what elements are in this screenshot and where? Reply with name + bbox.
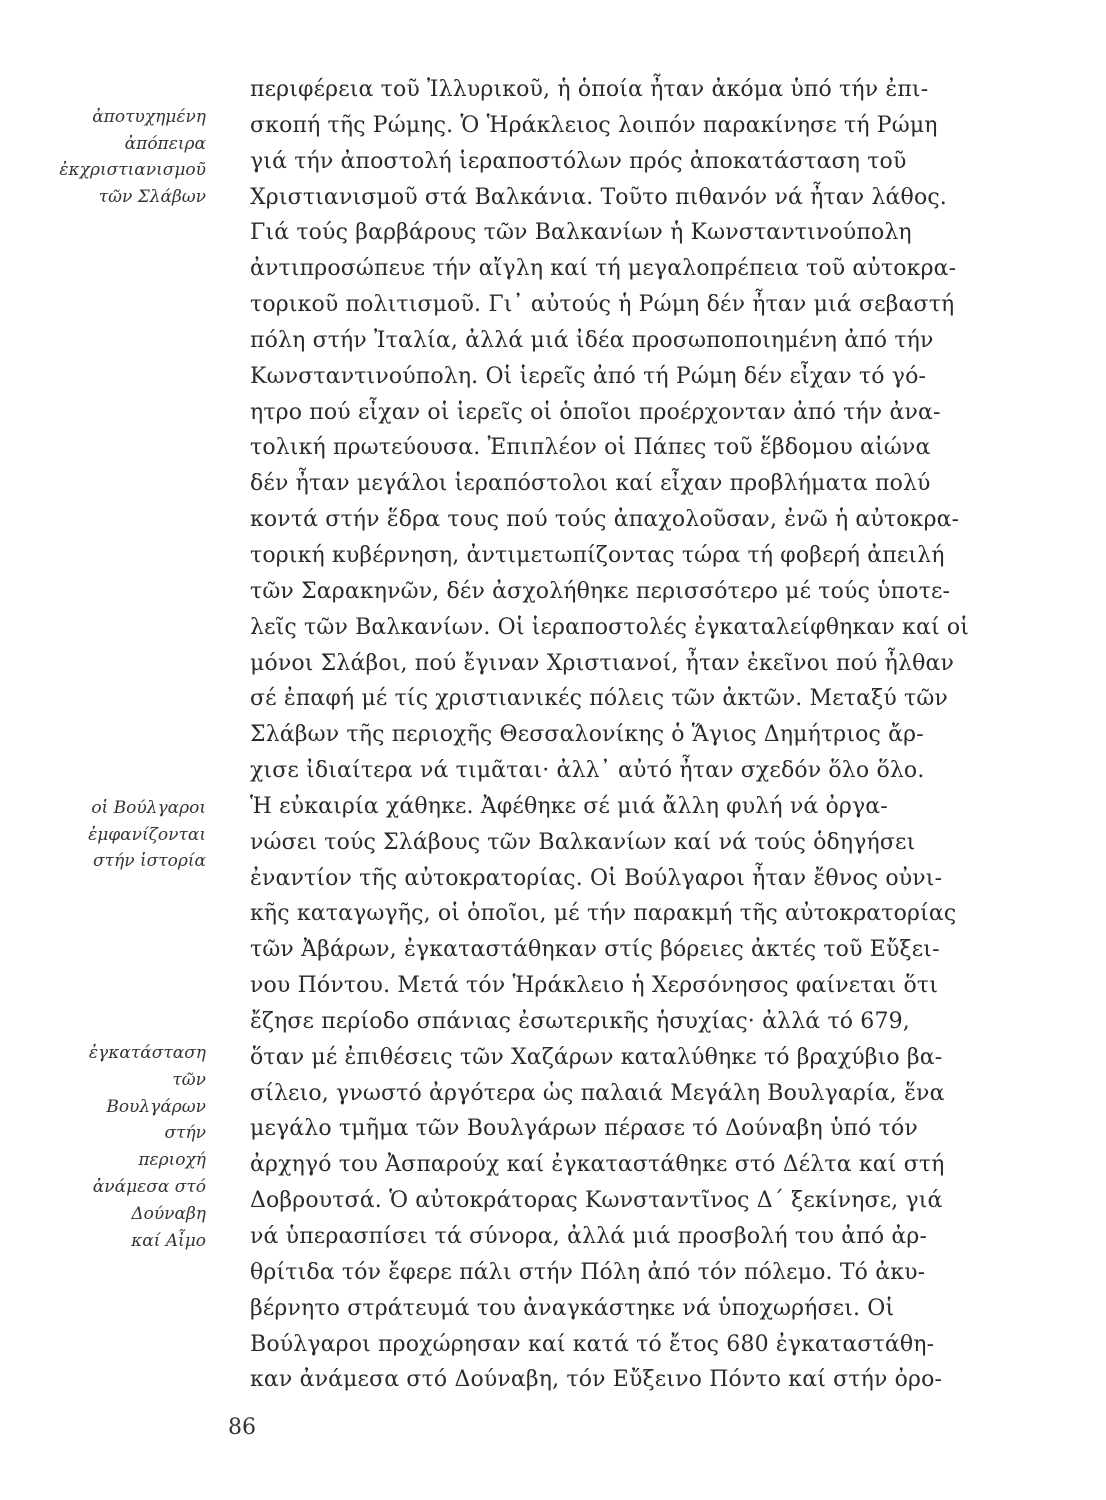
margin-note-line: Βουλγάρων [106,1096,206,1117]
text-line: πόλη στήν Ἰταλία, ἀλλά μιά ἰδέα προσωποποιημένη ἀπό τήν [250,327,934,353]
margin-note-line: ἀποτυχημένη [92,107,206,127]
margin-note-line: οἱ Βούλγαροι [91,798,206,818]
text-line: ἐναντίον τῆς αὐτοκρατορίας. Οἱ Βούλγαροι ἦταν ἔθνος οὐνι- [250,865,943,891]
text-line: ὅταν μέ ἐπιθέσεις τῶν Χαζάρων καταλύθηκε τό βραχύβιο βα- [250,1044,943,1070]
margin-note-bulgar-settlement [89,1040,206,1254]
margin-note-line: περιοχή [138,1150,206,1171]
text-line: Χριστιανισμοῦ στά Βαλκάνια. Τοῦτο πιθανόν νά ἦταν λάθος. [250,184,947,210]
margin-note-failed-christianization [59,104,206,210]
text-line: Σλάβων τῆς περιοχῆς Θεσσαλονίκης ὁ Ἅγιος Δημήτριος ἄρ- [250,722,924,748]
text-line: γιά τήν ἀποστολή ἱεραποστόλων πρός ἀποκατάσταση τοῦ [250,148,907,174]
text-line: σίλειο, γνωστό ἀργότερα ὡς παλαιά Μεγάλη Βουλγαρία, ἕνα [250,1080,945,1106]
text-line: ἀρχηγό του Ἀσπαρούχ καί ἐγκαταστάθηκε στό Δέλτα καί στή [250,1152,945,1178]
text-line: ἔζησε περίοδο σπάνιας ἐσωτερικῆς ἡσυχίας· ἀλλά τό 679, [250,1008,910,1034]
text-line: τολική πρωτεύουσα. Ἐπιπλέον οἱ Πάπες τοῦ ἕβδομου αἰώνα [250,435,931,461]
text-line: Ἡ εὐκαιρία χάθηκε. Ἀφέθηκε σέ μιά ἄλλη φυλή νά ὀργα- [250,793,888,819]
text-line: ἀντιπροσώπευε τήν αἴγλη καί τή μεγαλοπρέπεια τοῦ αὐτοκρα- [250,256,957,282]
margin-note-line: στήν ἱστορία [93,851,206,871]
text-line: τορικοῦ πολιτισμοῦ. Γι᾽ αὐτούς ἡ Ρώμη δέν ἦταν μιά σεβαστή [250,292,955,318]
margin-note-line: καί Αἶμο [131,1230,206,1251]
text-line: βέρνητο στράτευμά του ἀναγκάστηκε νά ὑποχωρήσει. Οἱ [250,1295,895,1321]
text-line: θρίτιδα τόν ἔφερε πάλι στήν Πόλη ἀπό τόν πόλεμο. Τό ἀκυ- [250,1259,926,1285]
margin-note-line: στήν [164,1123,206,1144]
text-line: Βούλγαροι προχώρησαν καί κατά τό ἔτος 680 ἐγκαταστάθη- [250,1331,935,1357]
text-line: χισε ἰδιαίτερα νά τιμᾶται· ἀλλ᾽ αὐτό ἦταν σχεδόν ὅλο ὅλο. [250,758,925,784]
margin-note-line: ἐκχριστιανισμοῦ [59,160,206,180]
text-line: Κωνσταντινούπολη. Οἱ ἱερεῖς ἀπό τή Ρώμη δέν εἶχαν τό γό- [250,363,927,389]
margin-note-bulgars-appear [88,795,206,875]
page-number: 86 [228,1415,256,1440]
text-line: μόνοι Σλάβοι, πού ἔγιναν Χριστιανοί, ἦταν ἐκεῖνοι πού ἦλθαν [250,650,954,676]
margin-note-line: ἀπόπειρα [124,133,206,154]
text-line: καν ἀνάμεσα στό Δούναβη, τόν Εὔξεινο Πόντο καί στήν ὀρο- [250,1367,943,1393]
text-line: Δοβρουτσά. Ὁ αὐτοκράτορας Κωνσταντῖνος Δ΄ ξεκίνησε, γιά [250,1188,943,1214]
text-line: νου Πόντου. Μετά τόν Ἡράκλειο ἡ Χερσόνησος φαίνεται ὅτι [250,973,939,999]
text-line: κοντά στήν ἕδρα τους πού τούς ἀπαχολοῦσαν, ἐνῶ ἡ αὐτοκρα- [250,507,960,533]
body-text [250,72,1050,1398]
text-line: τῶν Ἀβάρων, ἐγκαταστάθηκαν στίς βόρειες ἀκτές τοῦ Εὔξει- [250,937,940,963]
margin-note-line: ἐμφανίζονται [88,824,206,845]
margin-note-line: τῶν [172,1069,206,1090]
text-line: ητρο πού εἶχαν οἱ ἱερεῖς οἱ ὁποῖοι προέρχονταν ἀπό τήν ἀνα- [250,399,941,425]
margin-note-line: ἀνάμεσα στό [92,1176,206,1197]
text-line: λεῖς τῶν Βαλκανίων. Οἱ ἱεραποστολές ἐγκαταλείφθηκαν καί οἱ [250,614,970,640]
text-line: τῶν Σαρακηνῶν, δέν ἀσχολήθηκε περισσότερο μέ τούς ὑποτε- [250,578,951,604]
text-line: σκοπή τῆς Ρώμης. Ὁ Ἡράκλειος λοιπόν παρακίνησε τή Ρώμη [250,112,938,138]
margin-note-line: τῶν Σλάβων [98,186,206,207]
text-line: περιφέρεια τοῦ Ἰλλυρικοῦ, ἡ ὁποία ἦταν ἀκόμα ὑπό τήν ἐπι- [250,77,929,102]
text-line: σέ ἐπαφή μέ τίς χριστιανικές πόλεις τῶν ἀκτῶν. Μεταξύ τῶν [250,686,948,712]
text-line: κῆς καταγωγῆς, οἱ ὁποῖοι, μέ τήν παρακμή τῆς αὐτοκρατορίας [250,901,957,927]
margin-note-line: ἐγκατάσταση [88,1043,206,1063]
text-line: νώσει τούς Σλάβους τῶν Βαλκανίων καί νά τούς ὁδηγήσει [250,829,916,855]
margin-note-line: Δούναβη [131,1203,206,1224]
text-line: μεγάλο τμῆμα τῶν Βουλγάρων πέρασε τό Δούναβη ὑπό τόν [250,1116,918,1142]
text-line: νά ὑπερασπίσει τά σύνορα, ἀλλά μιά προσβολή του ἀπό ἀρ- [250,1224,928,1249]
text-line: τορική κυβέρνηση, ἀντιμετωπίζοντας τώρα τή φοβερή ἀπειλή [250,542,945,568]
text-line: δέν ἦταν μεγάλοι ἱεραπόστολοι καί εἶχαν προβλήματα πολύ [250,471,931,497]
text-line: Γιά τούς βαρβάρους τῶν Βαλκανίων ἡ Κωνσταντινούπολη [250,220,912,246]
